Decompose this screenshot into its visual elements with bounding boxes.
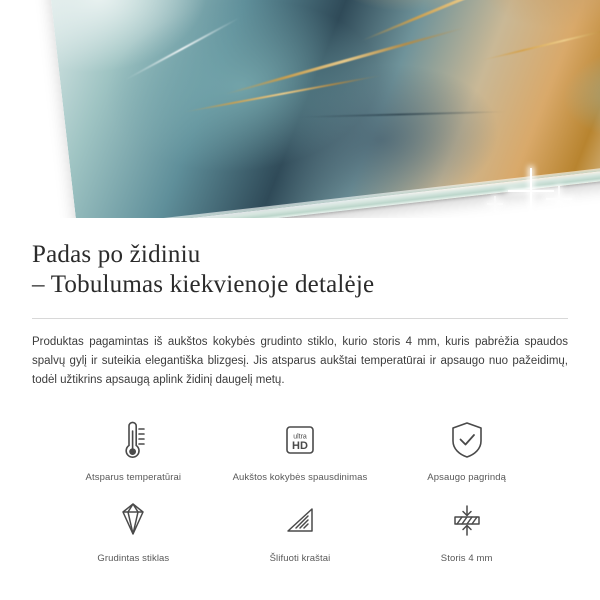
feature-label: Aukštos kokybės spausdinimas [232, 472, 368, 483]
feature-item-surface-protection [383, 416, 550, 483]
page-title [32, 240, 568, 300]
feature-label: Storis 4 mm [440, 553, 493, 564]
description-paragraph: Produktas pagamintas iš aukštos kokybės grudinto stiklo, kurio storis 4 mm, kuris pabrėžia spaudos spalvų gylį ir suteikia elegantiška blizgesį. Jis atsparus aukštai temperatūrai ir apsaugo nuo pažeidimų, todėl užtikrins apsaugą aplink židinį daugelį metų. [32, 336, 568, 386]
ultra-hd-icon [278, 416, 322, 464]
hero-image [0, 0, 600, 218]
divider [32, 318, 568, 319]
sparkle-icon [546, 186, 572, 212]
svg-text:HD: HD [292, 440, 308, 452]
feature-label: Šlifuoti kraštai [269, 553, 331, 564]
page-title-line-1: Padas po židiniu [32, 241, 201, 268]
page-title-line-2: – Tobulumas kiekvienoje detalėje [32, 271, 375, 298]
feature-item-thickness [383, 497, 550, 564]
feature-item-print-quality [217, 416, 384, 483]
sparkle-icon [487, 196, 503, 212]
feature-item-polished-edges [217, 497, 384, 564]
marble-pattern [44, 0, 600, 218]
polished-edge-icon [277, 497, 323, 545]
thermometer-icon [113, 416, 153, 464]
feature-label: Atsparus temperatūrai [85, 472, 182, 483]
shield-check-icon [445, 416, 489, 464]
feature-grid [32, 416, 568, 564]
feature-item-temperature [50, 416, 217, 483]
feature-item-tempered-glass [50, 497, 217, 564]
feature-label: Apsaugo pagrindą [427, 472, 507, 483]
thickness-icon [444, 497, 490, 545]
glass-panel-image [44, 0, 600, 218]
svg-text:ultra: ultra [293, 433, 307, 441]
feature-label: Grudintas stiklas [97, 553, 170, 564]
content-section [0, 240, 600, 564]
diamond-icon [110, 497, 156, 545]
